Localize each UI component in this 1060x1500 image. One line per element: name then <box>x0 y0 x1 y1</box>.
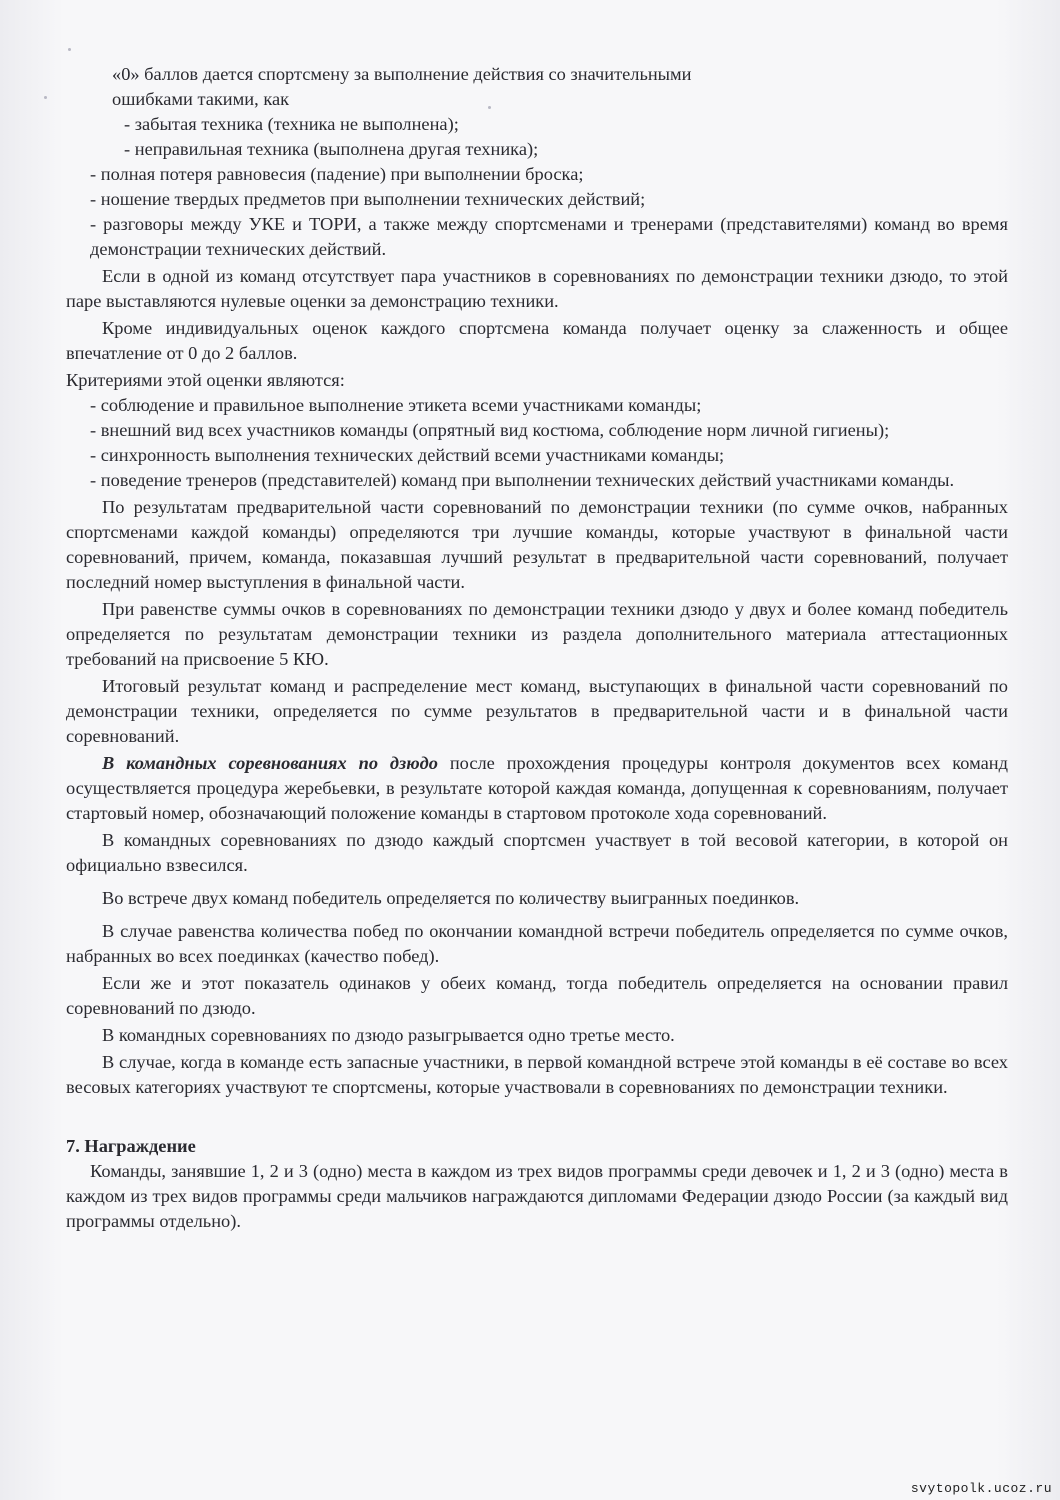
list-item: - неправильная техника (выполнена другая техника); <box>124 139 539 159</box>
scan-speck <box>44 96 47 99</box>
zero-points-line-1: «0» баллов дается спортсмену за выполнение действия со значительными <box>112 64 692 84</box>
document-body <box>66 62 1008 1234</box>
paragraph-third-place: В командных соревнованиях по дзюдо разыгрывается одно третье место. <box>102 1025 675 1045</box>
paragraph-reserve: В случае, когда в команде есть запасные участники, в первой командной встрече этой команды в её составе во всех весовых категориях участвуют те спортсмены, которые участвовали в соревнованиях по демонстрации техники. <box>66 1052 1008 1097</box>
criteria-title: Критериями этой оценки являются: <box>66 370 345 390</box>
list-item: - полная потеря равновесия (падение) при выполнении броска; <box>90 164 584 184</box>
scan-speck <box>68 48 71 51</box>
team-draw-text: после прохождения процедуры контроля документов всех команд осуществляется процедура жеребьевки, в результате которой каждая команда, допущенная к соревнованиям, получает стартовый номер, обозначающий положение команды в стартовом протоколе хода соревнований. <box>66 753 1008 823</box>
paragraph-team-draw <box>66 751 1008 826</box>
paragraph-final-result: Итоговый результат команд и распределение мест команд, выступающих в финальной части соревнований по демонстрации техники, определяется по сумме результатов в предварительной части и в финальной части соревнований. <box>66 676 1008 746</box>
section-heading-awards: 7. Награждение <box>66 1136 196 1156</box>
paragraph-equal-score: Если же и этот показатель одинаков у обеих команд, тогда победитель определяется на основании правил соревнований по дзюдо. <box>66 973 1008 1018</box>
list-item: - разговоры между УКЕ и ТОРИ, а также между спортсменами и тренерами (представителями) команд во время демонстрации технических действий. <box>90 214 1008 259</box>
paragraph-equal-wins: В случае равенства количества побед по окончании командной встречи победитель определяется по сумме очков, набранных во всех поединках (качество побед). <box>66 921 1008 966</box>
paragraph-team-score: Кроме индивидуальных оценок каждого спортсмена команда получает оценку за слаженность и общее впечатление от 0 до 2 баллов. <box>66 318 1008 363</box>
team-competition-emphasis: В командных соревнованиях по дзюдо <box>102 753 438 773</box>
list-item: - забытая техника (техника не выполнена); <box>124 114 459 134</box>
zero-points-line-2: ошибками такими, как <box>112 89 290 109</box>
criteria-item: - синхронность выполнения технических действий всеми участниками команды; <box>90 445 725 465</box>
site-watermark: svytopolk.ucoz.ru <box>910 1481 1052 1496</box>
paragraph-tie: При равенстве суммы очков в соревнованиях по демонстрации техники дзюдо у двух и более команд победитель определяется по результатам демонстрации техники из раздела дополнительного материала аттестационных требований на присвоение 5 КЮ. <box>66 599 1008 669</box>
list-item: - ношение твердых предметов при выполнении технических действий; <box>90 189 646 209</box>
paragraph-weight: В командных соревнованиях по дзюдо каждый спортсмен участвует в той весовой категории, в которой он официально взвесился. <box>66 830 1008 875</box>
paragraph-missing-pair: Если в одной из команд отсутствует пара участников в соревнованиях по демонстрации техники дзюдо, то этой паре выставляются нулевые оценки за демонстрацию техники. <box>66 266 1008 311</box>
criteria-item: - поведение тренеров (представителей) команд при выполнении технических действий участниками команды. <box>90 470 955 490</box>
paragraph-awards: Команды, занявшие 1, 2 и 3 (одно) места в каждом из трех видов программы среди девочек и 1, 2 и 3 (одно) места в каждом из трех видов программы среди мальчиков награждаются дипломами Федерации дзюдо России (за каждый вид программы отдельно). <box>66 1161 1008 1231</box>
criteria-item: - внешний вид всех участников команды (опрятный вид костюма, соблюдение норм личной гигиены); <box>90 420 890 440</box>
criteria-item: - соблюдение и правильное выполнение этикета всеми участниками команды; <box>90 395 702 415</box>
paragraph-winner: Во встрече двух команд победитель определяется по количеству выигранных поединков. <box>102 888 800 908</box>
paragraph-prelim: По результатам предварительной части соревнований по демонстрации техники (по сумме очков, набранных спортсменами каждой команды) определяются три лучшие команды, которые участвуют в финальной части соревнований, причем, команда, показавшая лучший результат в предварительной части соревнований, получает последний номер выступления в финальной части. <box>66 497 1008 592</box>
